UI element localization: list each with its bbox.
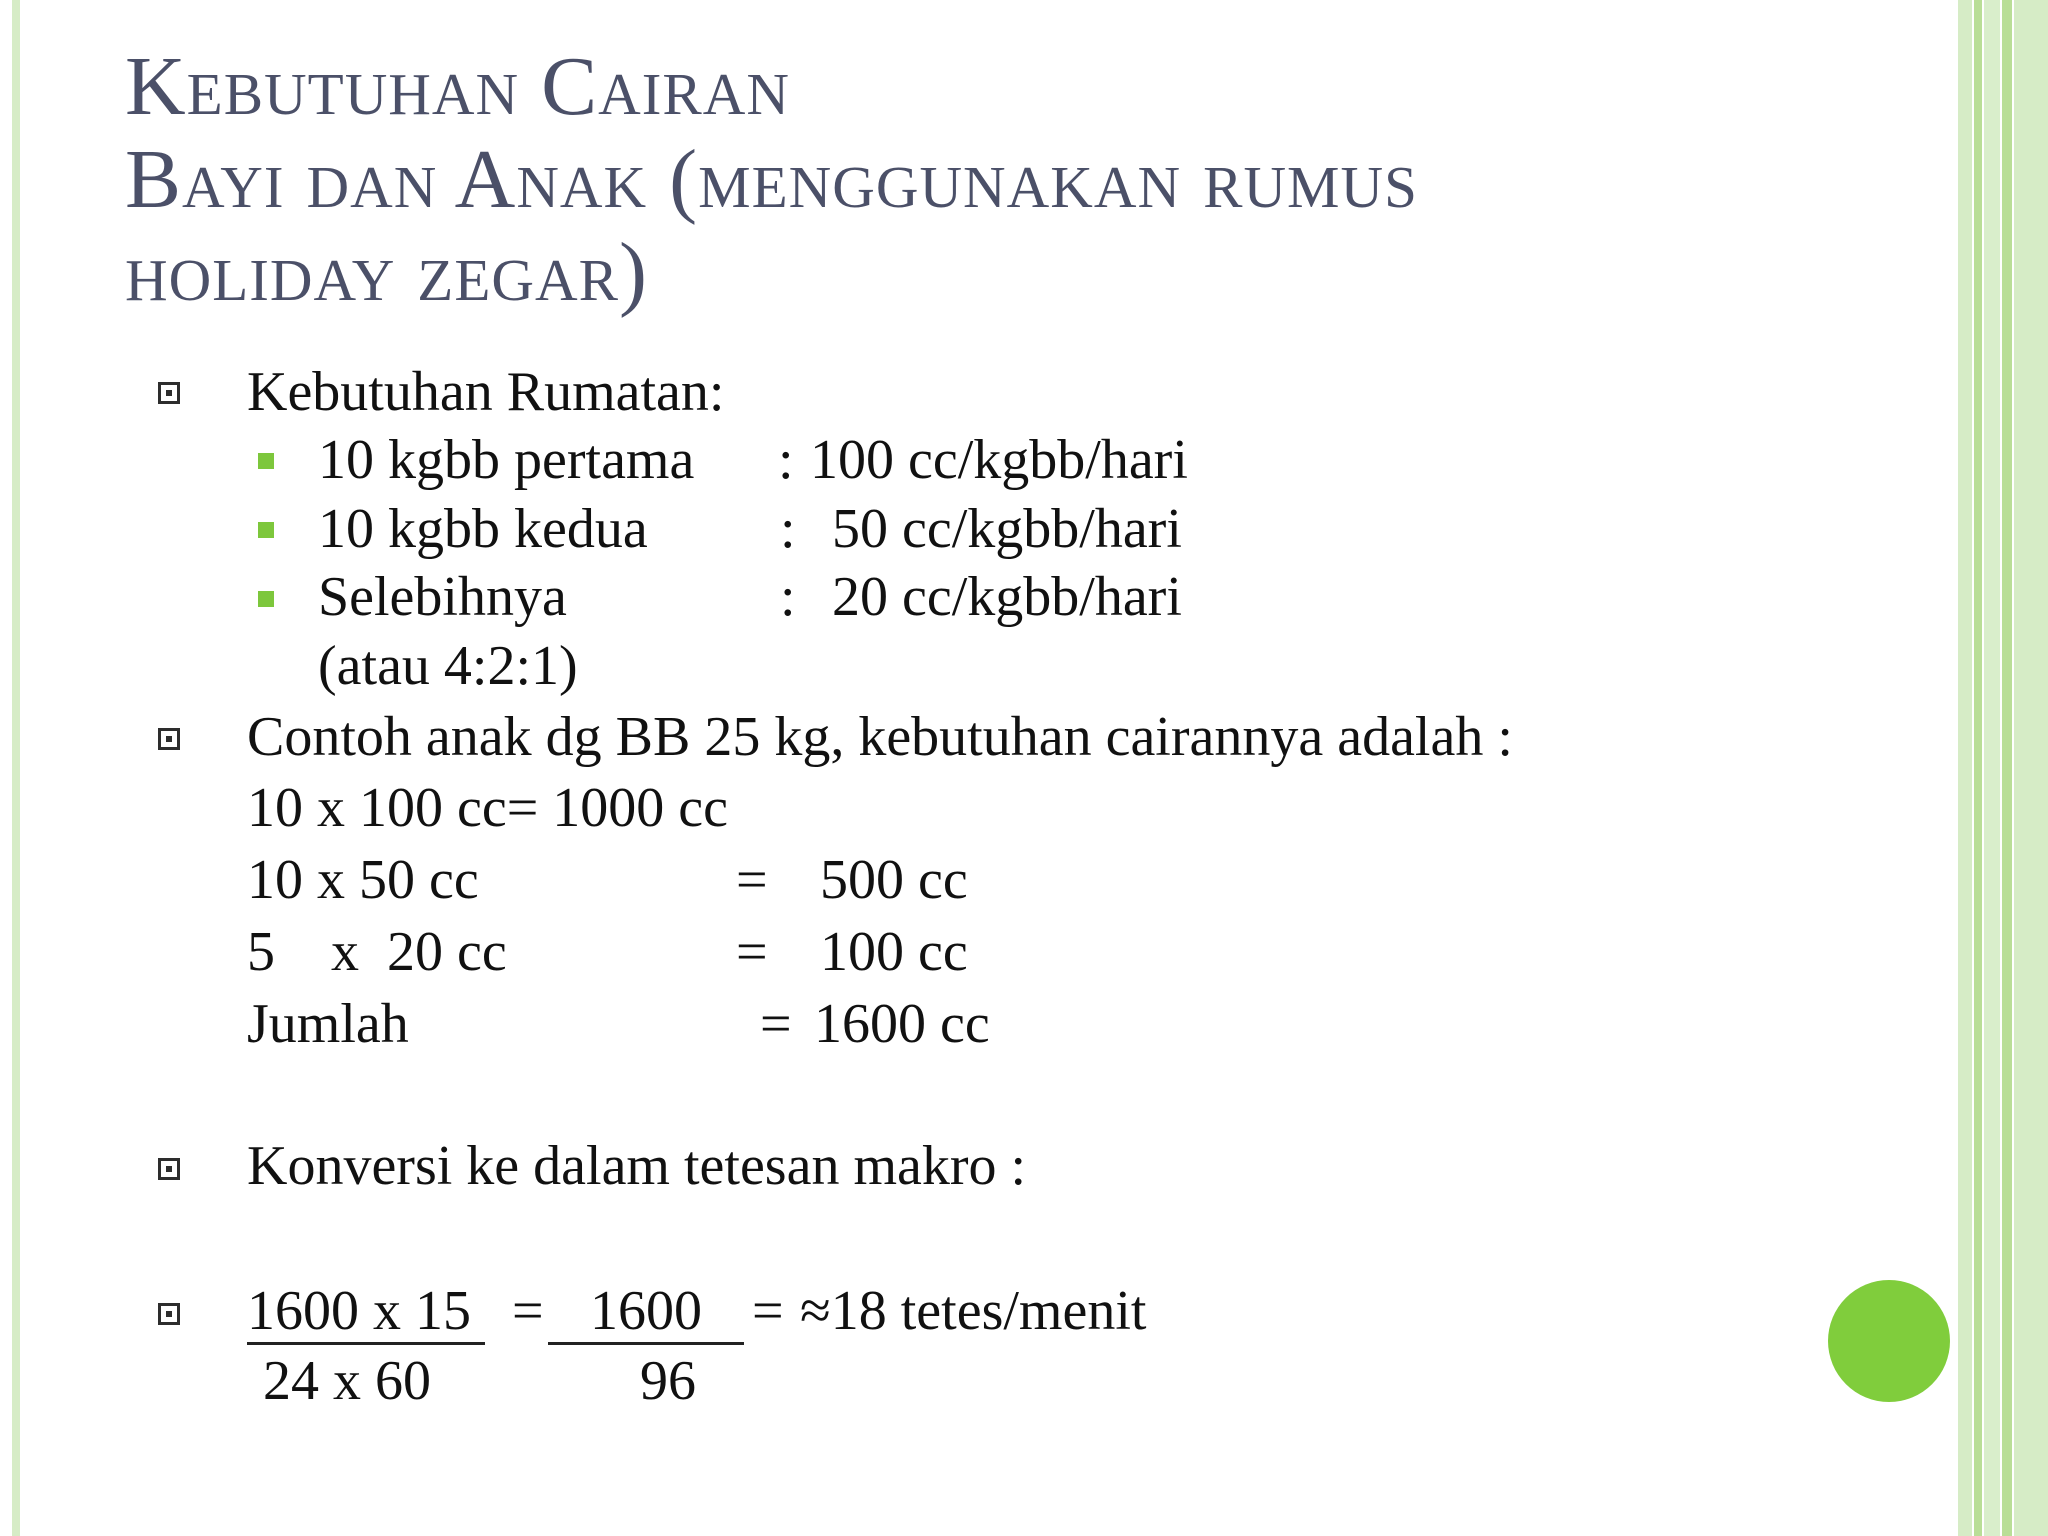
calc-row-left: 10 x 50 cc (247, 849, 479, 911)
border-stripe-pale (2014, 0, 2048, 1536)
formula-numerator-1 (247, 1279, 485, 1343)
maintenance-item-sep: : (780, 566, 796, 628)
formula-result: ≈18 tetes/menit (800, 1280, 1147, 1342)
calc-row-right: 100 cc (820, 921, 968, 983)
formula-denominator-2: 96 (640, 1350, 696, 1412)
maintenance-item-value: 20 cc/kgbb/hari (832, 566, 1182, 628)
slide-title (125, 40, 1525, 319)
formula-numerator-2 (548, 1279, 744, 1343)
left-border-stripe (12, 0, 20, 1536)
formula-numerator-2-text: 1600 (548, 1280, 744, 1345)
conversion-heading: Konversi ke dalam tetesan makro : (247, 1135, 1027, 1197)
maintenance-item-value: 100 cc/kgbb/hari (810, 429, 1188, 491)
title-line-3: holiday zegar) (125, 226, 648, 319)
calc-total-value: 1600 cc (814, 993, 990, 1055)
maintenance-item-label: 10 kgbb kedua (318, 498, 648, 560)
maintenance-item-value: 50 cc/kgbb/hari (832, 498, 1182, 560)
maintenance-item-label: 10 kgbb pertama (318, 429, 695, 491)
maintenance-item-sep: : (780, 498, 796, 560)
green-bullet-icon (258, 522, 274, 538)
calc-total-eq: = (760, 993, 792, 1055)
calc-row-left: 10 x 100 cc= 1000 cc (247, 777, 729, 839)
formula-numerator-1-text: 1600 x 15 (247, 1280, 485, 1345)
calc-row-right: 500 cc (820, 849, 968, 911)
square-bullet-icon (158, 728, 180, 750)
maintenance-item-sep: : (778, 429, 794, 491)
border-stripe-light-2 (1984, 0, 2000, 1536)
maintenance-item-label: Selebihnya (318, 566, 567, 628)
example-heading: Contoh anak dg BB 25 kg, kebutuhan cairannya adalah : (247, 706, 1513, 768)
green-bullet-icon (258, 453, 274, 469)
formula-equals-1: = (512, 1280, 544, 1342)
calc-row-left: 5 x 20 cc (247, 921, 507, 983)
title-line-2: Bayi dan Anak (menggunakan rumus (125, 133, 1418, 226)
calc-row-eq: = (736, 849, 768, 911)
square-bullet-icon (158, 1303, 180, 1325)
border-stripe-mid-2 (2002, 0, 2012, 1536)
border-stripe-light (1958, 0, 1972, 1536)
green-circle-decoration (1828, 1280, 1950, 1402)
formula-equals-2: = (752, 1280, 784, 1342)
calc-total-label: Jumlah (247, 993, 409, 1055)
formula-denominator-1: 24 x 60 (263, 1350, 431, 1412)
maintenance-heading: Kebutuhan Rumatan: (247, 361, 725, 423)
title-line-1: Kebutuhan Cairan (125, 40, 790, 133)
square-bullet-icon (158, 382, 180, 404)
green-bullet-icon (258, 591, 274, 607)
square-bullet-icon (158, 1158, 180, 1180)
border-stripe-mid (1974, 0, 1982, 1536)
calc-row-eq: = (736, 921, 768, 983)
ratio-note: (atau 4:2:1) (318, 635, 578, 697)
